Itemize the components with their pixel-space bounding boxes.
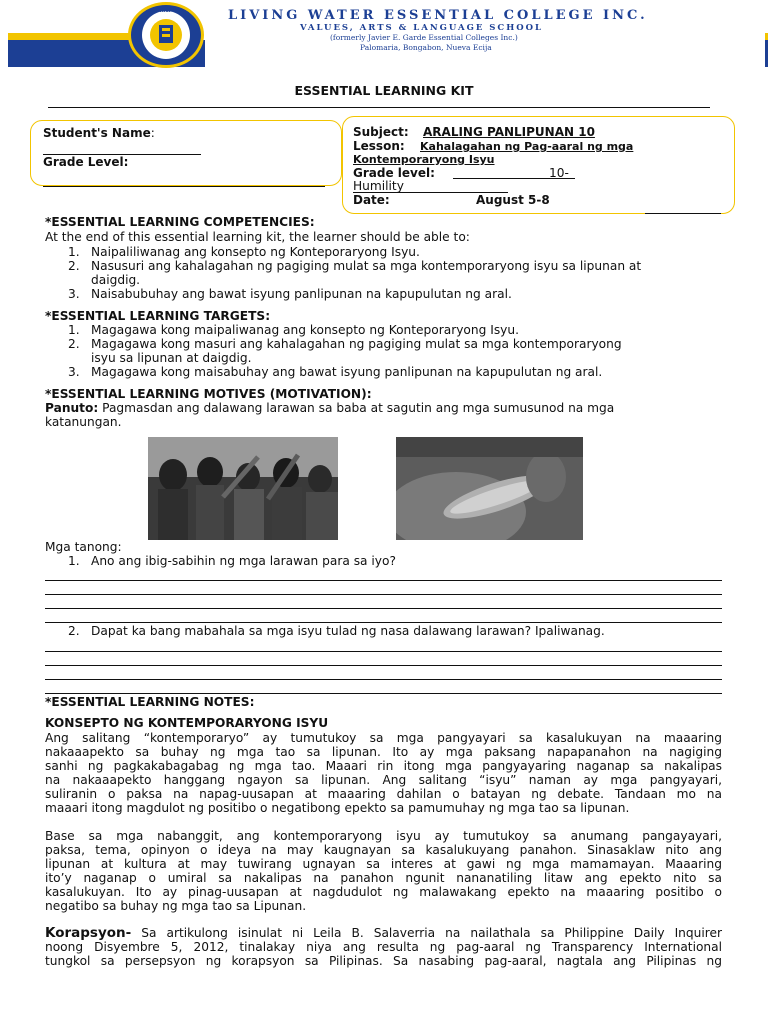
photo-hand-fish xyxy=(396,437,583,540)
notes-subheading: KONSEPTO NG KONTEMPORARYONG ISYU xyxy=(45,716,329,730)
photo-children xyxy=(148,437,338,540)
grade-level-field[interactable] xyxy=(43,186,325,187)
target-item-2: Magagawa kong masuri ang kahalagahan ng pagiging mulat sa mga kontemporaryong xyxy=(91,337,622,351)
list-number: 2. xyxy=(68,259,80,273)
school-logo-icon xyxy=(131,5,201,65)
grade-level-value: 10- xyxy=(549,166,569,180)
answer-line[interactable] xyxy=(45,580,722,581)
list-number: 3. xyxy=(68,365,80,379)
paragraph-line: noong Disyembre 5, 2012, tinalakay niya ang resulta ng pag-aaral ng Transparency International xyxy=(45,940,722,954)
page-title: ESSENTIAL LEARNING KIT xyxy=(294,83,474,98)
paragraph-line: paksa, tema, opinyon o ideya na may kaugnayan sa kasalukuyang panahon. Sinasaklaw nito ang xyxy=(45,843,722,857)
question-1: Ano ang ibig-sabihin ng mga larawan para sa iyo? xyxy=(91,554,396,568)
notes-paragraph-3 xyxy=(45,926,722,968)
panuto-line: Panuto: Pagmasdan ang dalawang larawan sa baba at sagutin ang mga sumusunod na mga xyxy=(45,401,615,415)
competencies-heading: *ESSENTIAL LEARNING COMPETENCIES: xyxy=(45,215,315,229)
questions-label: Mga tanong: xyxy=(45,540,122,554)
paragraph-line: tungkol sa persepsyon ng korapsyon sa Pilipinas. Sa nasabing pag-aaral, nagtala ang Pilipinas ng xyxy=(45,954,722,968)
school-address: Palomaria, Bongabon, Nueva Ecija xyxy=(360,43,492,52)
target-item-1: Magagawa kong maipaliwanag ang konsepto ng Konteporaryong Isyu. xyxy=(91,323,519,337)
competencies-intro: At the end of this essential learning kit, the learner should be able to: xyxy=(45,230,470,244)
panuto-line-cont: katanungan. xyxy=(45,415,122,429)
grade-level-label: Grade Level: xyxy=(43,155,129,169)
paragraph-line: negatibo sa buhay ng mga tao sa Lipunan. xyxy=(45,899,307,913)
paragraph-line: Korapsyon- Sa artikulong isinulat ni Leila B. Salaverria na nailathala sa Philippine Daily Inquirer xyxy=(45,925,723,941)
subject-box-underline xyxy=(645,213,721,214)
paragraph-line: na nakaaapekto hanggang ngayon sa lipunan. Ang salitang “isyu” naman ay mga pangyayari, xyxy=(45,773,722,787)
school-name: LIVING WATER ESSENTIAL COLLEGE INC. xyxy=(228,8,648,23)
student-name-label: Student's Name: xyxy=(43,126,155,140)
subject-value: ARALING PANLIPUNAN 10 xyxy=(423,125,595,139)
list-number: 1. xyxy=(68,323,80,337)
grade-level-sub-label: Grade level: xyxy=(353,166,435,180)
paragraph-line: lipunan at kultura at may tuwirang ugnayan sa interes at gawi ng mga mamamayan. Maaaring xyxy=(45,857,722,871)
competency-item-1: Naipaliliwanag ang konsepto ng Konteporaryong Isyu. xyxy=(91,245,420,259)
subject-label: Subject: xyxy=(353,125,409,139)
list-number: 2. xyxy=(68,337,80,351)
question-2: Dapat ka bang mabahala sa mga isyu tulad ng nasa dalawang larawan? Ipaliwanag. xyxy=(91,624,605,638)
paragraph-line: Ang salitang “kontemporaryo” ay tumutukoy sa mga pangyayari sa kasalukuyan na maaaring xyxy=(45,731,722,745)
lesson-label: Lesson: xyxy=(353,139,405,153)
school-former-name: (formerly Javier E. Garde Essential Colleges Inc.) xyxy=(330,33,518,42)
competency-item-2: Nasusuri ang kahalagahan ng pagiging mulat sa mga kontemporaryong isyu sa lipunan at xyxy=(91,259,642,273)
list-number: 1. xyxy=(68,554,80,568)
notes-paragraph-1 xyxy=(45,731,722,815)
answer-line[interactable] xyxy=(45,693,722,694)
logo-text: Essential College xyxy=(145,8,194,14)
answer-line[interactable] xyxy=(45,665,722,666)
target-item-2-cont: isyu sa lipunan at daigdig. xyxy=(91,351,252,365)
section-value: Humility xyxy=(353,179,404,193)
answer-line[interactable] xyxy=(45,608,722,609)
notes-heading: *ESSENTIAL LEARNING NOTES: xyxy=(45,695,255,709)
competency-item-2-cont: daigdig. xyxy=(91,273,141,287)
date-label: Date: xyxy=(353,193,390,207)
answer-line[interactable] xyxy=(45,651,722,652)
paragraph-line: maaari itong magdulot ng positibo o negatibong epekto sa pamumuhay ng mga tao sa lipunan. xyxy=(45,801,630,815)
paragraph-line: ito’y naganap o umiral sa nakalipas na panahon ngunit nananatiling litaw ang epekto nito sa xyxy=(45,871,722,885)
motives-heading: *ESSENTIAL LEARNING MOTIVES (MOTIVATION): xyxy=(45,387,372,401)
school-logo xyxy=(128,2,204,68)
paragraph-line: nakaaapekto sa buhay ng mga tao sa lipunan. Ito ay mga paksang napapanahon na nagiging xyxy=(45,745,722,759)
title-underline xyxy=(48,107,710,108)
paragraph-line: Base sa mga nabanggit, ang kontemporaryong isyu ay tumutukoy sa anumang pangayayari, xyxy=(45,829,722,843)
school-subtitle: VALUES, ARTS & LANGUAGE SCHOOL xyxy=(300,23,544,33)
answer-line[interactable] xyxy=(45,594,722,595)
target-item-3: Magagawa kong maisabuhay ang bawat isyung panlipunan na kapupulutan ng aral. xyxy=(91,365,603,379)
paragraph-line: kasalukuyan. Ito ay pinag-uusapan at nagdudulot ng malawakang epekto na maaaring positibo o xyxy=(45,885,722,899)
paragraph-line: suliranin o paksa na napag-uusapan at maaaring dahilan o batayan ng debate. Tandaan mo na xyxy=(45,787,722,801)
lesson-value-line1: Kahalagahan ng Pag-aaral ng mga xyxy=(420,140,634,153)
list-number: 2. xyxy=(68,624,80,638)
list-number: 3. xyxy=(68,287,80,301)
answer-line[interactable] xyxy=(45,622,722,623)
header-yellow-band xyxy=(8,33,148,40)
list-number: 1. xyxy=(68,245,80,259)
answer-line[interactable] xyxy=(45,679,722,680)
targets-heading: *ESSENTIAL LEARNING TARGETS: xyxy=(45,309,271,323)
competency-item-3: Naisabubuhay ang bawat isyung panlipunan na kapupulutan ng aral. xyxy=(91,287,512,301)
notes-paragraph-2 xyxy=(45,829,722,913)
lesson-value-line2: Kontemporaryong Isyu xyxy=(353,153,495,166)
paragraph-line: sanhi ng pagkakabagabag ng mga tao. Maaari rin itong mga pangyayaring naganap sa nakalipas xyxy=(45,759,722,773)
date-value: August 5-8 xyxy=(476,193,550,207)
